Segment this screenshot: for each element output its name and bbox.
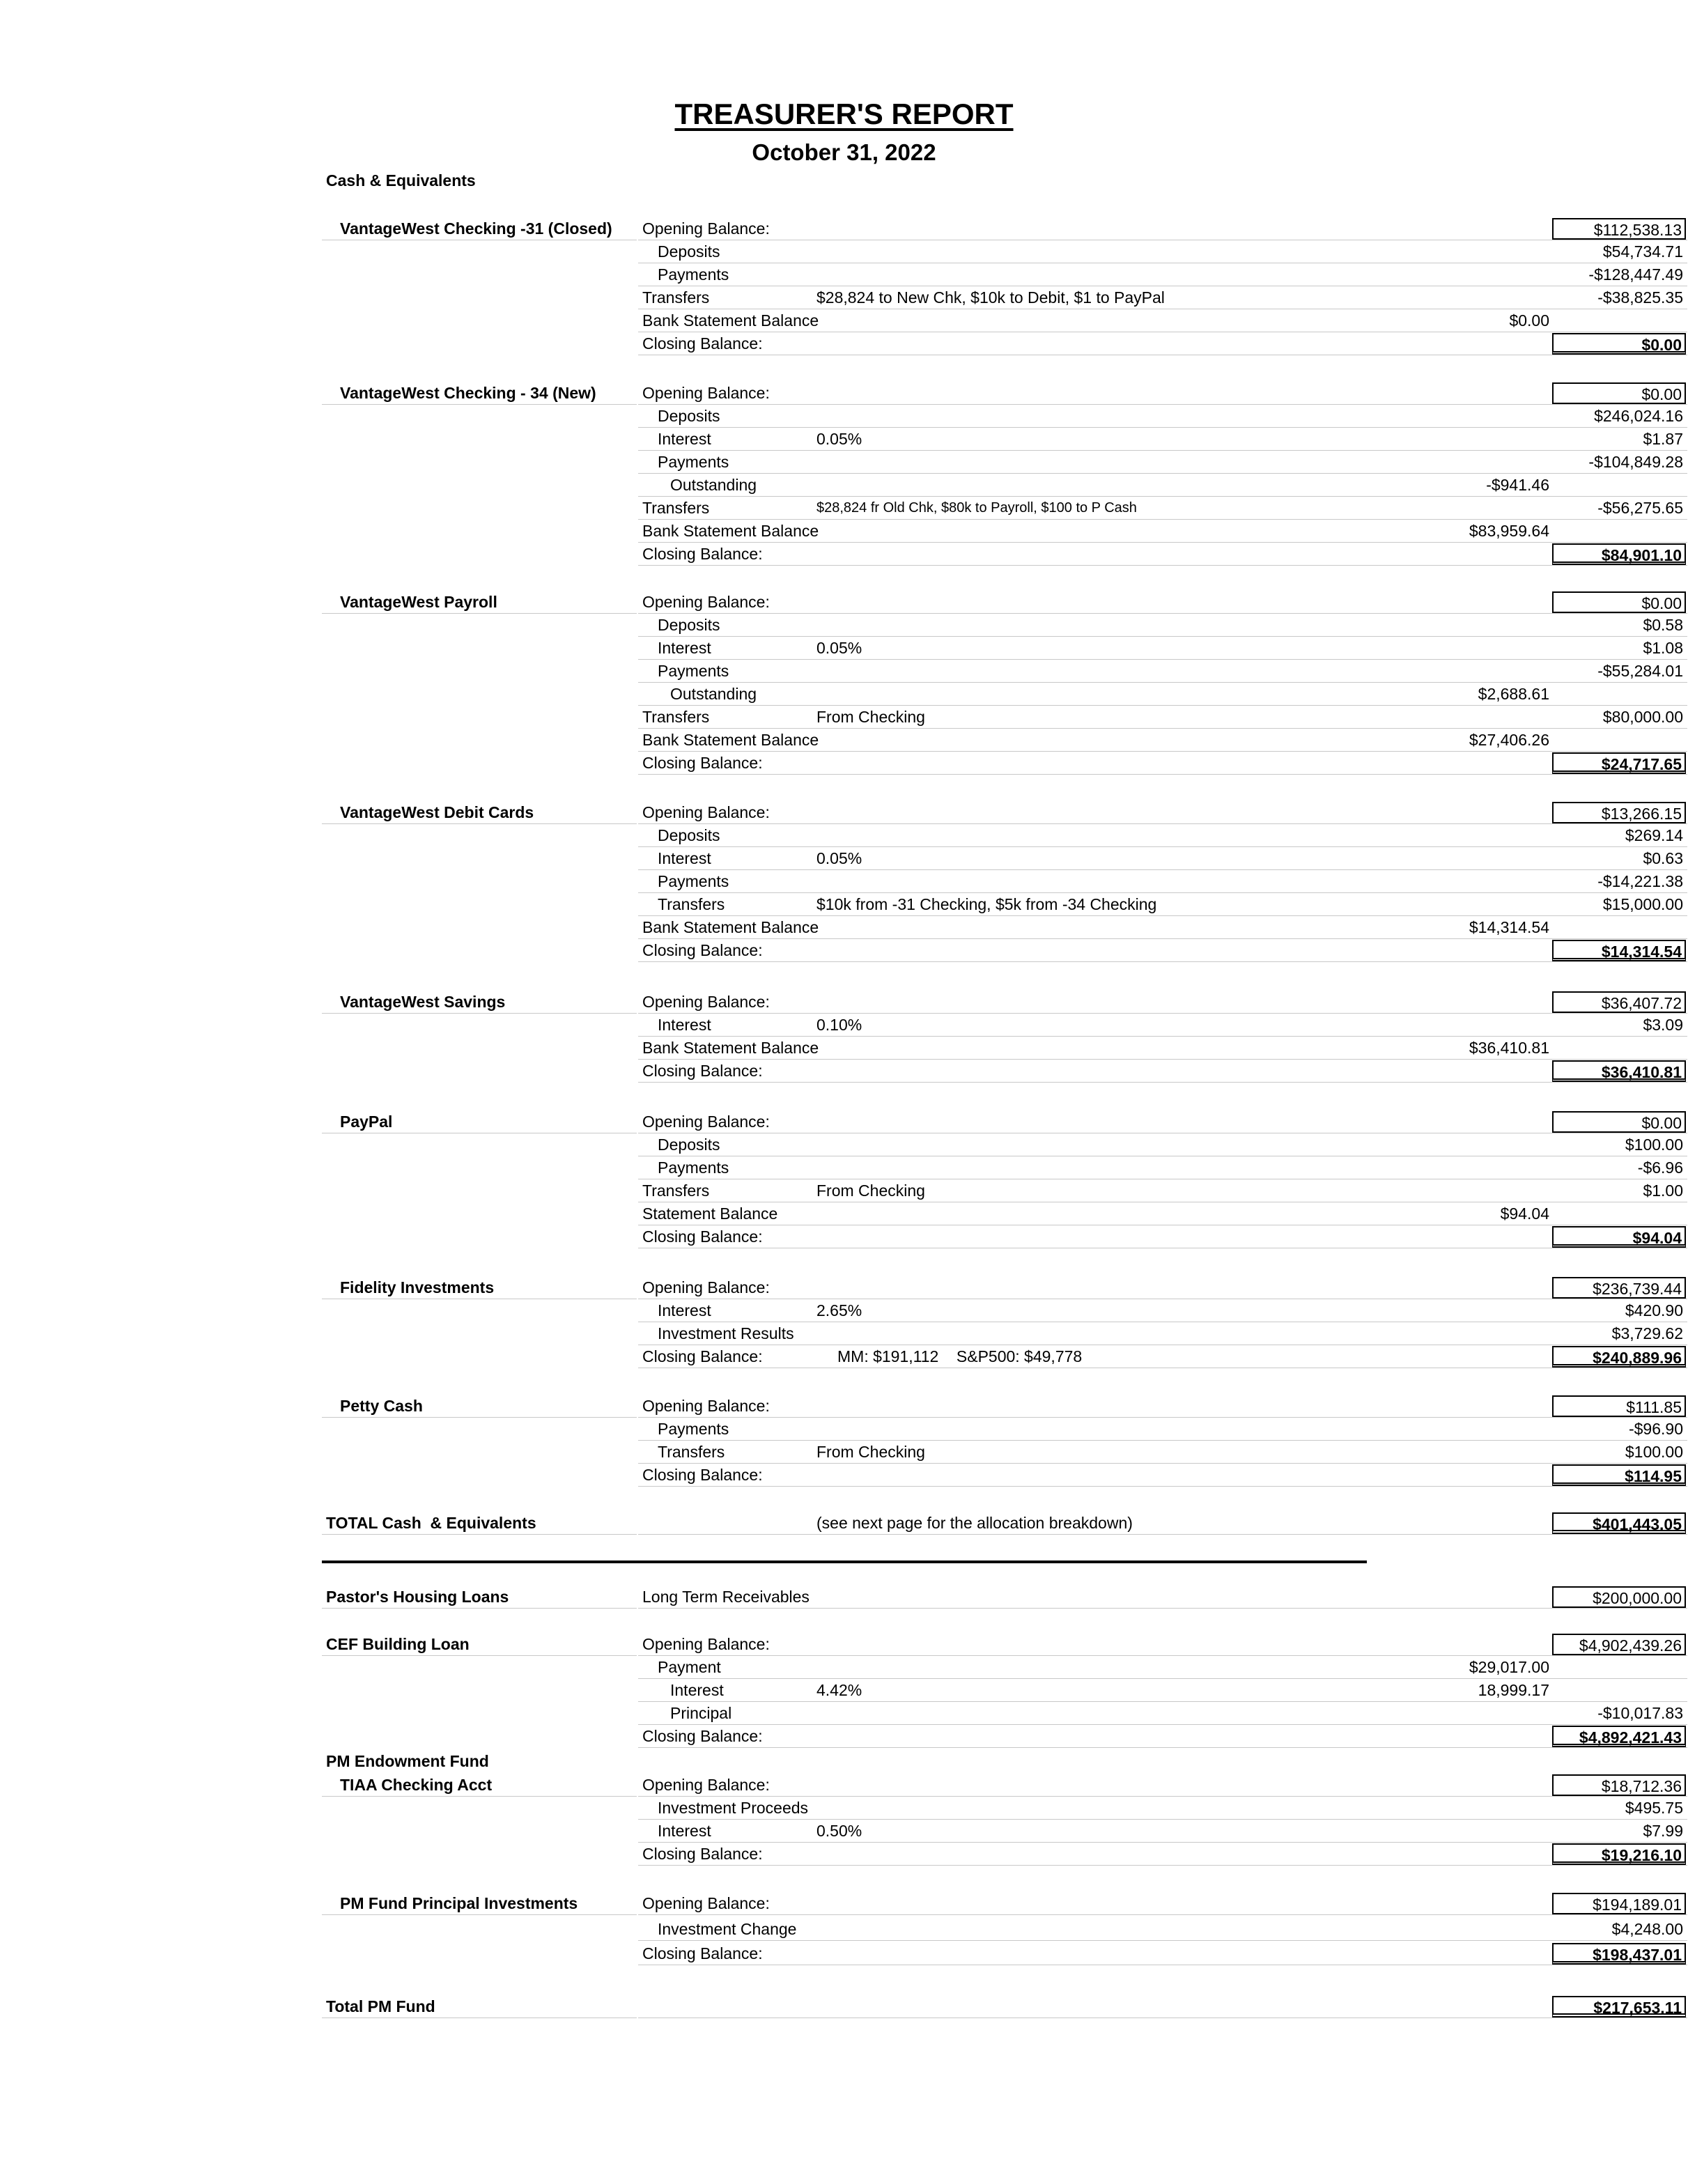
closing-amount: $36,410.81: [1552, 1060, 1686, 1082]
row-payments: Payments -$128,447.49: [638, 263, 1687, 286]
total-amount: $401,443.05: [1552, 1512, 1686, 1534]
amount: $194,189.01: [1552, 1893, 1686, 1914]
row-bank-statement-balance: Bank Statement Balance $0.00: [638, 309, 1687, 332]
amount: $4,248.00: [1611, 1920, 1683, 1938]
row-deposits: Deposits $0.58: [638, 614, 1687, 637]
row-interest: Interest 0.05% $1.08: [638, 637, 1687, 660]
report-date: October 31, 2022: [752, 139, 936, 165]
row-total-pm-fund: [638, 1995, 1687, 2018]
row-payments: Payments -$6.96: [638, 1156, 1687, 1179]
row-outstanding: Outstanding $2,688.61: [638, 683, 1687, 706]
row-bank-statement-balance: Bank Statement Balance $27,406.26: [638, 729, 1687, 752]
row-opening-balance: Opening Balance: $0.00: [638, 1110, 1687, 1133]
row-bank-statement-balance: Bank Statement Balance $83,959.64: [638, 520, 1687, 543]
amount: $100.00: [1625, 1136, 1683, 1154]
row-payments: Payments -$104,849.28: [638, 451, 1687, 474]
account-name: Petty Cash: [322, 1395, 637, 1418]
row-interest: Interest 0.05% $0.63: [638, 847, 1687, 870]
amount: $54,734.71: [1602, 242, 1683, 261]
amount: $18,712.36: [1552, 1774, 1686, 1796]
row-total-cash: [638, 1512, 1687, 1535]
amount: $1.08: [1643, 639, 1683, 657]
amount: $3.09: [1643, 1016, 1683, 1034]
row-transfers: Transfers From Checking $80,000.00: [638, 706, 1687, 729]
amount: -$55,284.01: [1597, 662, 1683, 680]
subtotal: $36,410.81: [1469, 1039, 1549, 1057]
row-closing-balance: Closing Balance: MM: $191,112 S&P500: $49,778 $240,889.96: [638, 1345, 1687, 1368]
amount: $111.85: [1552, 1395, 1686, 1417]
total-amount: $217,653.11: [1552, 1996, 1686, 2018]
report-title: TREASURER'S REPORT: [674, 98, 1014, 130]
row-opening-balance: Opening Balance: $194,189.01: [638, 1892, 1687, 1915]
row-payments: Payments -$55,284.01: [638, 660, 1687, 683]
note: From Checking: [816, 708, 925, 726]
row-deposits: Deposits $246,024.16: [638, 405, 1687, 428]
amount: $0.00: [1552, 382, 1686, 404]
fund-name: PM Endowment Fund: [326, 1752, 489, 1770]
row-closing-balance: Closing Balance: $0.00: [638, 332, 1687, 355]
closing-amount: $114.95: [1552, 1464, 1686, 1486]
total-pm-fund-label: Total PM Fund: [322, 1995, 637, 2018]
closing-amount: $198,437.01: [1552, 1943, 1686, 1965]
account-name: CEF Building Loan: [322, 1633, 637, 1656]
amount: $420.90: [1625, 1301, 1683, 1319]
subtotal: -$941.46: [1486, 476, 1549, 494]
note: MM: $191,112 S&P500: $49,778: [837, 1347, 1083, 1365]
row-deposits: Deposits $100.00: [638, 1133, 1687, 1156]
amount: $200,000.00: [1552, 1586, 1686, 1608]
subtotal: $0.00: [1509, 311, 1549, 330]
amount: -$56,275.65: [1597, 499, 1683, 517]
row-payments: Payments -$96.90: [638, 1418, 1687, 1441]
row-closing-balance: Closing Balance: $84,901.10: [638, 543, 1687, 566]
amount: -$96.90: [1628, 1420, 1683, 1438]
subtotal: $94.04: [1500, 1205, 1549, 1223]
note: 2.65%: [816, 1301, 862, 1319]
row-long-term-receivables: Long Term Receivables $200,000.00: [638, 1586, 1687, 1609]
amount: $15,000.00: [1602, 895, 1683, 913]
amount: $236,739.44: [1552, 1277, 1686, 1299]
amount: $495.75: [1625, 1799, 1683, 1817]
row-investment-proceeds: Investment Proceeds $495.75: [638, 1797, 1687, 1820]
amount: $0.00: [1552, 1111, 1686, 1133]
row-opening-balance: Opening Balance: $18,712.36: [638, 1774, 1687, 1797]
amount: -$14,221.38: [1597, 872, 1683, 890]
note: (see next page for the allocation breakdown): [816, 1514, 1133, 1532]
amount: -$6.96: [1637, 1159, 1683, 1177]
row-outstanding: Outstanding -$941.46: [638, 474, 1687, 497]
row-payment: Payment $29,017.00: [638, 1656, 1687, 1679]
row-statement-balance: Statement Balance $94.04: [638, 1202, 1687, 1225]
subtotal: $2,688.61: [1478, 685, 1549, 703]
amount: $13,266.15: [1552, 802, 1686, 823]
account-name: VantageWest Savings: [322, 991, 637, 1014]
amount: $112,538.13: [1552, 218, 1686, 240]
note: From Checking: [816, 1443, 925, 1461]
note: From Checking: [816, 1182, 925, 1200]
closing-amount: $14,314.54: [1552, 940, 1686, 961]
row-interest: Interest 0.50% $7.99: [638, 1820, 1687, 1843]
row-closing-balance: Closing Balance: $14,314.54: [638, 939, 1687, 962]
row-opening-balance: Opening Balance: $36,407.72: [638, 991, 1687, 1014]
row-bank-statement-balance: Bank Statement Balance $36,410.81: [638, 1037, 1687, 1060]
row-opening-balance: Opening Balance: $0.00: [638, 591, 1687, 614]
section-header-cash: Cash & Equivalents: [326, 171, 476, 189]
account-name: TIAA Checking Acct: [322, 1774, 637, 1797]
note: 0.10%: [816, 1016, 862, 1034]
subtotal: $14,314.54: [1469, 918, 1549, 936]
amount: $246,024.16: [1594, 407, 1683, 425]
row-opening-balance: Opening Balance: $13,266.15: [638, 801, 1687, 824]
row-closing-balance: Closing Balance: $24,717.65: [638, 752, 1687, 775]
row-closing-balance: Closing Balance: $4,892,421.43: [638, 1725, 1687, 1748]
closing-amount: $4,892,421.43: [1552, 1726, 1686, 1747]
subtotal: 18,999.17: [1478, 1681, 1549, 1699]
closing-amount: $240,889.96: [1552, 1346, 1686, 1368]
account-name: PayPal: [322, 1110, 637, 1133]
row-deposits: Deposits $54,734.71: [638, 240, 1687, 263]
subtotal: $29,017.00: [1469, 1658, 1549, 1676]
closing-amount: $24,717.65: [1552, 752, 1686, 774]
row-bank-statement-balance: Bank Statement Balance $14,314.54: [638, 916, 1687, 939]
amount: $3,729.62: [1611, 1324, 1683, 1342]
account-name: Fidelity Investments: [322, 1276, 637, 1299]
row-closing-balance: Closing Balance: $114.95: [638, 1464, 1687, 1487]
amount: -$128,447.49: [1588, 265, 1683, 284]
note: 0.05%: [816, 849, 862, 867]
row-closing-balance: Closing Balance: $19,216.10: [638, 1843, 1687, 1866]
row-deposits: Deposits $269.14: [638, 824, 1687, 847]
amount: $36,407.72: [1552, 991, 1686, 1013]
row-closing-balance: Closing Balance: $94.04: [638, 1225, 1687, 1248]
amount: $7.99: [1643, 1822, 1683, 1840]
note: 0.50%: [816, 1822, 862, 1840]
row-opening-balance: Opening Balance: $0.00: [638, 382, 1687, 405]
row-opening-balance: Opening Balance: $111.85: [638, 1395, 1687, 1418]
account-name: PM Fund Principal Investments: [322, 1892, 637, 1915]
row-transfers: Transfers $10k from -31 Checking, $5k from -34 Checking $15,000.00: [638, 893, 1687, 916]
row-payments: Payments -$14,221.38: [638, 870, 1687, 893]
row-investment-change: Investment Change $4,248.00: [638, 1918, 1687, 1941]
closing-amount: $0.00: [1552, 333, 1686, 355]
account-name: VantageWest Payroll: [322, 591, 637, 614]
row-interest: Interest 0.05% $1.87: [638, 428, 1687, 451]
account-name: Pastor's Housing Loans: [322, 1586, 637, 1609]
amount: $4,902,439.26: [1552, 1634, 1686, 1655]
row-interest: Interest 4.42% 18,999.17: [638, 1679, 1687, 1702]
amount: $0.63: [1643, 849, 1683, 867]
amount: $0.58: [1643, 616, 1683, 634]
row-closing-balance: Closing Balance: $36,410.81: [638, 1060, 1687, 1083]
total-cash-label: TOTAL Cash & Equivalents: [322, 1512, 637, 1535]
account-name: VantageWest Checking - 34 (New): [322, 382, 637, 405]
row-closing-balance: Closing Balance: $198,437.01: [638, 1942, 1687, 1965]
row-interest: Interest 2.65% $420.90: [638, 1299, 1687, 1322]
amount: $100.00: [1625, 1443, 1683, 1461]
note: $10k from -31 Checking, $5k from -34 Checking: [816, 895, 1157, 913]
note: $28,824 to New Chk, $10k to Debit, $1 to PayPal: [816, 288, 1165, 307]
row-transfers: Transfers From Checking $100.00: [638, 1441, 1687, 1464]
note: $28,824 fr Old Chk, $80k to Payroll, $100 to P Cash: [816, 500, 1137, 516]
section-divider: [322, 1560, 1367, 1563]
row-interest: Interest 0.10% $3.09: [638, 1014, 1687, 1037]
account-name: VantageWest Debit Cards: [322, 801, 637, 824]
row-transfers: Transfers $28,824 to New Chk, $10k to Debit, $1 to PayPal -$38,825.35: [638, 286, 1687, 309]
amount: $1.00: [1643, 1182, 1683, 1200]
note: 4.42%: [816, 1681, 862, 1699]
row-opening-balance: Opening Balance: $112,538.13: [638, 217, 1687, 240]
row-opening-balance: Opening Balance: $236,739.44: [638, 1276, 1687, 1299]
row-transfers: Transfers $28,824 fr Old Chk, $80k to Payroll, $100 to P Cash -$56,275.65: [638, 497, 1687, 520]
subtotal: $83,959.64: [1469, 522, 1549, 540]
closing-amount: $94.04: [1552, 1226, 1686, 1248]
account-name: VantageWest Checking -31 (Closed): [322, 217, 637, 240]
amount: $1.87: [1643, 430, 1683, 448]
amount: -$104,849.28: [1588, 453, 1683, 471]
subtotal: $27,406.26: [1469, 731, 1549, 749]
closing-amount: $84,901.10: [1552, 543, 1686, 565]
row-principal: Principal -$10,017.83: [638, 1702, 1687, 1725]
note: 0.05%: [816, 430, 862, 448]
amount: -$10,017.83: [1597, 1704, 1683, 1722]
row-transfers: Transfers From Checking $1.00: [638, 1179, 1687, 1202]
amount: $80,000.00: [1602, 708, 1683, 726]
row-opening-balance: Opening Balance: $4,902,439.26: [638, 1633, 1687, 1656]
closing-amount: $19,216.10: [1552, 1843, 1686, 1865]
amount: -$38,825.35: [1597, 288, 1683, 307]
note: 0.05%: [816, 639, 862, 657]
row-investment-results: Investment Results $3,729.62: [638, 1322, 1687, 1345]
amount: $269.14: [1625, 826, 1683, 844]
amount: $0.00: [1552, 591, 1686, 613]
